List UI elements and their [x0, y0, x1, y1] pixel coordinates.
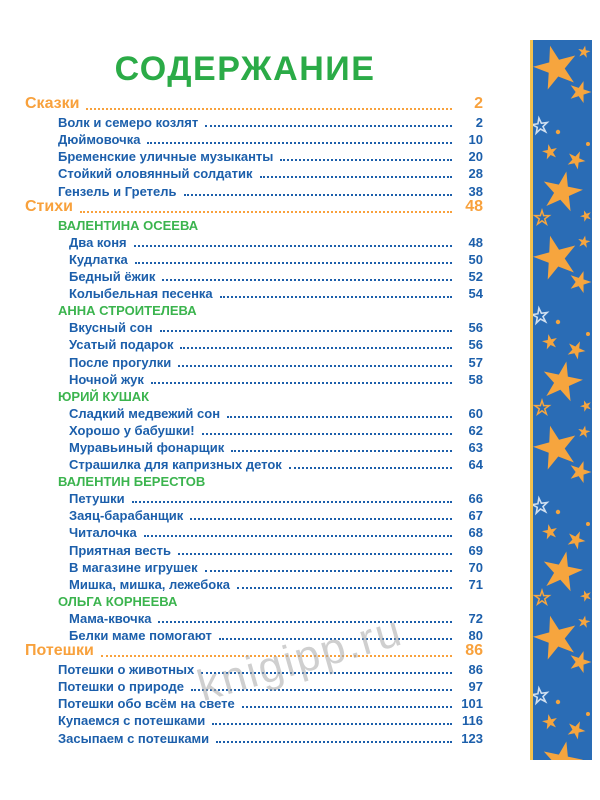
page-number: 10: [468, 132, 483, 148]
toc-label: Кудлатка: [69, 251, 128, 267]
toc-label: Волк и семеро козлят: [58, 115, 199, 131]
toc-label: Дюймовочка: [58, 132, 141, 148]
dot-leader: [237, 587, 452, 589]
page-number: 20: [468, 149, 483, 165]
toc-row-item: [25, 130, 483, 147]
toc-label: Бедный ёжик: [69, 269, 156, 285]
toc-row-author: [25, 301, 483, 318]
toc-label: ВАЛЕНТИНА ОСЕЕВА: [58, 217, 199, 233]
page-number: 86: [468, 662, 483, 678]
toc-row-subitem: [25, 233, 483, 250]
page-number: 28: [468, 166, 483, 182]
toc-label: Стойкий оловянный солдатик: [58, 166, 253, 182]
page-number: 48: [465, 197, 483, 215]
toc-row-subitem: [25, 626, 483, 643]
page-number: 70: [468, 559, 483, 575]
toc-row-subitem: [25, 540, 483, 557]
page-number: 56: [468, 320, 483, 336]
toc-label: ОЛЬГА КОРНЕЕВА: [58, 593, 178, 609]
dot-leader: [191, 689, 452, 691]
strip-body: [533, 40, 592, 760]
dot-leader: [205, 570, 452, 572]
page-number: 72: [468, 610, 483, 626]
toc-label: Сказки: [25, 95, 80, 113]
dot-leader: [190, 518, 452, 520]
dot-leader: [220, 296, 452, 298]
toc-label: АННА СТРОИТЕЛЕВА: [58, 303, 197, 319]
toc-label: Сладкий медвежий сон: [69, 405, 221, 421]
dot-leader: [231, 450, 452, 452]
toc-label: Засыпаем с потешками: [58, 730, 210, 746]
toc-row-item: [25, 660, 483, 677]
page-number: 101: [461, 696, 483, 712]
toc-row-subitem: [25, 609, 483, 626]
toc-row-section: [25, 96, 483, 113]
dot-leader: [227, 416, 452, 418]
page-number: 71: [468, 576, 483, 592]
dot-leader: [162, 279, 452, 281]
toc-label: Петушки: [69, 491, 125, 507]
dot-leader: [135, 262, 452, 264]
watermark: knigipp.ru: [192, 605, 409, 712]
dot-leader: [144, 535, 452, 537]
toc-label: Приятная весть: [69, 542, 171, 558]
page-title: СОДЕРЖАНИЕ: [114, 50, 376, 88]
toc-row-subitem: [25, 284, 483, 301]
dot-leader: [101, 655, 452, 657]
page-number: 123: [461, 730, 483, 746]
star-strip: [530, 40, 592, 760]
toc-label: Колыбельная песенка: [69, 286, 213, 302]
dot-leader: [202, 433, 452, 435]
toc-label: ЮРИЙ КУШАК: [58, 388, 150, 404]
toc-row-subitem: [25, 455, 483, 472]
page-number: 67: [468, 508, 483, 524]
toc-label: Муравьиный фонарщик: [69, 439, 225, 455]
toc-row-subitem: [25, 352, 483, 369]
toc-label: После прогулки: [69, 354, 172, 370]
toc-row-item: [25, 113, 483, 130]
dot-leader: [134, 245, 452, 247]
toc-row-author: [25, 472, 483, 489]
dot-leader: [242, 706, 452, 708]
toc-row-item: [25, 711, 483, 728]
toc-label: Купаемся с потешками: [58, 713, 206, 729]
toc-row-subitem: [25, 404, 483, 421]
page-number: 66: [468, 491, 483, 507]
dot-leader: [132, 501, 452, 503]
toc-row-author: [25, 387, 483, 404]
toc-label: Читалочка: [69, 525, 137, 541]
toc-row-subitem: [25, 421, 483, 438]
toc-label: Потешки о животных: [58, 662, 195, 678]
toc-label: Два коня: [69, 234, 127, 250]
dot-leader: [219, 638, 452, 640]
page-number: 97: [468, 679, 483, 695]
dot-leader: [180, 347, 452, 349]
page-number: 64: [468, 457, 483, 473]
toc-row-subitem: [25, 489, 483, 506]
dot-leader: [178, 365, 452, 367]
dot-leader: [212, 723, 452, 725]
dot-leader: [205, 125, 452, 127]
page-number: 54: [468, 286, 483, 302]
page-number: 69: [468, 542, 483, 558]
toc-label: Бременские уличные музыканты: [58, 149, 274, 165]
toc-row-subitem: [25, 370, 483, 387]
toc-row-section: [25, 643, 483, 660]
page-number: 62: [468, 422, 483, 438]
toc-row-item: [25, 164, 483, 181]
toc-label: Потешки обо всём на свете: [58, 696, 235, 712]
page-number: 80: [468, 628, 483, 643]
toc-row-subitem: [25, 523, 483, 540]
dot-leader: [184, 194, 453, 196]
page-number: 68: [468, 525, 483, 541]
strip-edge-line: [530, 40, 533, 760]
toc-list: [25, 96, 483, 746]
page-number: 57: [468, 354, 483, 370]
page-number: 86: [465, 642, 483, 660]
toc-label: ВАЛЕНТИН БЕРЕСТОВ: [58, 474, 206, 490]
toc-row-subitem: [25, 250, 483, 267]
dot-leader: [80, 211, 452, 213]
dot-leader: [158, 621, 452, 623]
toc-row-subitem: [25, 267, 483, 284]
dot-leader: [216, 741, 452, 743]
toc-row-item: [25, 181, 483, 198]
toc-label: Потешки: [25, 642, 94, 660]
toc-row-subitem: [25, 575, 483, 592]
toc-row-subitem: [25, 558, 483, 575]
toc-row-item: [25, 147, 483, 164]
dot-leader: [280, 159, 452, 161]
toc-label: Мама-квочка: [69, 610, 152, 626]
page-number: 63: [468, 439, 483, 455]
toc-label: Гензель и Гретель: [58, 183, 177, 199]
toc-label: Стихи: [25, 197, 73, 215]
dot-leader: [160, 330, 452, 332]
toc-label: Страшилка для капризных деток: [69, 457, 282, 473]
toc-row-section: [25, 199, 483, 216]
page-number: 38: [468, 183, 483, 199]
page-number: 50: [468, 251, 483, 267]
page-number: 52: [468, 269, 483, 285]
dot-leader: [289, 467, 452, 469]
dot-leader: [201, 672, 452, 674]
page-number: 60: [468, 405, 483, 421]
toc-row-author: [25, 592, 483, 609]
toc-row-author: [25, 216, 483, 233]
page-number: 116: [462, 713, 483, 729]
page-number: 2: [474, 95, 483, 113]
toc-row-subitem: [25, 506, 483, 523]
toc-row-subitem: [25, 438, 483, 455]
toc-label: Белки маме помогают: [69, 628, 212, 643]
toc-row-item: [25, 694, 483, 711]
dot-leader: [178, 553, 452, 555]
toc-row-item: [25, 728, 483, 745]
toc-label: Потешки о природе: [58, 679, 185, 695]
toc-label: Ночной жук: [69, 371, 144, 387]
page-number: 48: [468, 234, 483, 250]
page-number: 56: [468, 337, 483, 353]
page-number: 58: [468, 371, 483, 387]
toc-label: Вкусный сон: [69, 320, 153, 336]
toc-label: Заяц-барабанщик: [69, 508, 184, 524]
toc-label: Мишка, мишка, лежебока: [69, 576, 230, 592]
dot-leader: [147, 142, 452, 144]
page-number: 2: [475, 115, 483, 131]
toc-label: Усатый подарок: [69, 337, 174, 353]
toc-row-item: [25, 677, 483, 694]
dot-leader: [86, 108, 452, 110]
toc-label: Хорошо у бабушки!: [69, 422, 195, 438]
dot-leader: [260, 176, 452, 178]
dot-leader: [151, 382, 452, 384]
toc-row-subitem: [25, 335, 483, 352]
toc-label: В магазине игрушек: [69, 559, 198, 575]
toc-row-subitem: [25, 318, 483, 335]
